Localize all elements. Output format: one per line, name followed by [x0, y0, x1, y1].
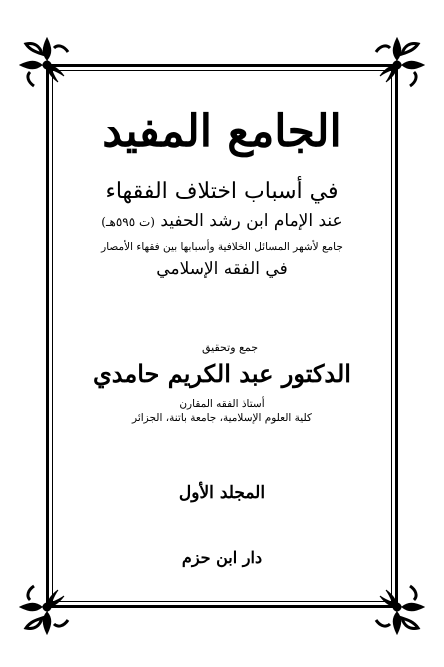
volume-label: المجلد الأول [178, 483, 266, 503]
author-death-date: (ت ٥٩٥هـ) [101, 215, 155, 229]
corner-ornament-top-right-icon [362, 30, 432, 100]
book-title: الجامع المفيد [102, 106, 342, 157]
corner-ornament-bottom-left-icon [12, 572, 82, 642]
corner-ornament-top-left-icon [12, 30, 82, 100]
author-name: عند الإمام ابن رشد الحفيد [160, 211, 343, 231]
editor-name: الدكتور عبد الكريم حامدي [93, 359, 351, 388]
author-line [60, 208, 384, 235]
prepared-by-label: جمع وتحقيق [201, 341, 259, 354]
publisher-name: دار ابن حزم [181, 548, 263, 567]
editor-title: أستاذ الفقه المقارن [179, 398, 265, 410]
book-subtitle: في أسباب اختلاف الفقهاء [105, 179, 339, 204]
book-field: في الفقه الإسلامي [156, 259, 288, 279]
editor-affiliation: كلية العلوم الإسلامية، جامعة باتنة، الجزائر [132, 412, 312, 424]
book-description: جامع لأشهر المسائل الخلافية وأسبابها بين فقهاء الأمصار [101, 241, 343, 253]
corner-ornament-bottom-right-icon [362, 572, 432, 642]
